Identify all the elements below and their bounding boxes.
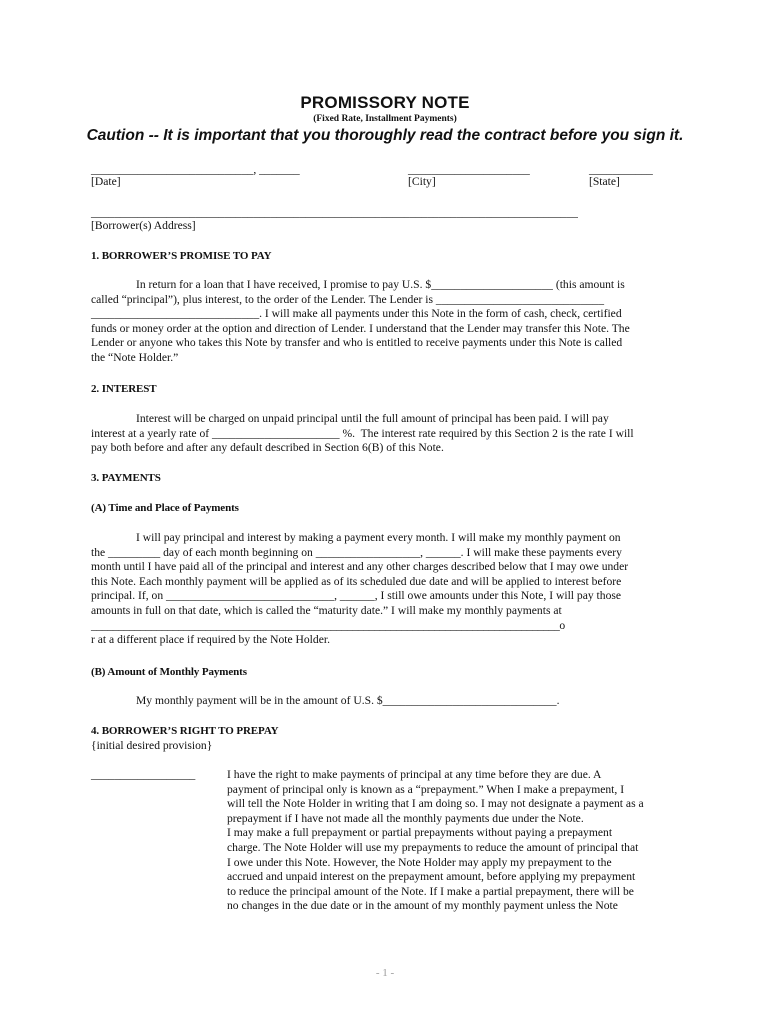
section-3a-line: ______________________________________________________________________________________o: [91, 618, 565, 632]
section-4-line: I owe under this Note. However, the Note Holder may apply my prepayment to the: [227, 855, 612, 869]
section-4-line: will tell the Note Holder in writing that I am doing so. I may not designate a payment as a: [227, 797, 644, 811]
state-field-blank[interactable]: ___________: [589, 163, 653, 176]
section-3a-line: amounts in full on that date, which is called the “maturity date.” I will make my monthly payments at: [91, 603, 562, 617]
caution-notice: Caution -- It is important that you thoroughly read the contract before you sign it.: [86, 127, 684, 144]
section-3b-line: My monthly payment will be in the amount of U.S. $______________________________.: [136, 694, 560, 707]
section-4-line: I may make a full prepayment or partial prepayments without paying a prepayment: [227, 826, 613, 840]
section-2-line: Interest will be charged on unpaid principal until the full amount of principal has been paid. I will pay: [136, 412, 609, 425]
borrower-address-label: [Borrower(s) Address]: [91, 219, 196, 232]
document-title: PROMISSORY NOTE: [300, 93, 470, 112]
section-4-line: accrued and unpaid interest on the prepayment amount, before applying my prepayment: [227, 870, 636, 884]
section-2-paragraph: [91, 412, 691, 456]
state-label: [State]: [589, 175, 620, 188]
section-1-heading: 1. BORROWER’S PROMISE TO PAY: [91, 250, 272, 262]
section-1-line: the “Note Holder.”: [91, 350, 179, 364]
section-3a-subheading: (A) Time and Place of Payments: [91, 502, 239, 514]
page-number: - 1 -: [375, 967, 395, 979]
city-label: [City]: [408, 175, 436, 188]
section-2-heading: 2. INTEREST: [91, 383, 157, 395]
section-3a-line: month until I have paid all of the principal and interest and any other charges described below that I may owe under: [91, 560, 629, 574]
section-3b-subheading: (B) Amount of Monthly Payments: [91, 666, 247, 678]
section-4-note: {initial desired provision}: [91, 739, 213, 752]
section-1-line: funds or money order at the option and direction of Lender. I understand that the Lender may transfer this Note. The: [91, 321, 630, 335]
section-3a-line: r at a different place if required by the Note Holder.: [91, 633, 330, 647]
city-field-blank[interactable]: _____________________: [408, 163, 530, 176]
section-4-line: I have the right to make payments of principal at any time before they are due. A: [227, 768, 602, 781]
document-subtitle: (Fixed Rate, Installment Payments): [313, 114, 457, 124]
section-4-paragraph: [227, 768, 687, 914]
section-1-line: In return for a loan that I have received, I promise to pay U.S. $_____________________ (this amount is: [136, 278, 625, 291]
section-2-line: pay both before and after any default described in Section 6(B) of this Note.: [91, 441, 444, 455]
section-4-line: no changes in the due date or in the amount of my monthly payment unless the Note: [227, 899, 618, 913]
date-label: [Date]: [91, 175, 121, 188]
section-4-heading: 4. BORROWER’S RIGHT TO PREPAY: [91, 725, 279, 737]
section-3a-paragraph: [91, 531, 731, 648]
section-1-line: called “principal”), plus interest, to the order of the Lender. The Lender is _____________________________: [91, 292, 605, 306]
section-2-line: interest at a yearly rate of ______________________ %. The interest rate required by this Section 2 is the rate I will: [91, 426, 634, 440]
section-3a-line: principal. If, on _____________________________, ______, I still owe amounts under this Note, I will pay those: [91, 589, 622, 603]
prepay-initial-blank[interactable]: __________________: [91, 768, 196, 781]
section-1-paragraph: [91, 278, 691, 366]
section-1-line: Lender or anyone who takes this Note by transfer and who is entitled to receive payments under this Note is called: [91, 336, 623, 350]
section-3a-line: this Note. Each monthly payment will be applied as of its scheduled due date and will be applied to interest before: [91, 574, 622, 588]
section-4-line: payment of principal only is known as a “prepayment.” When I make a prepayment, I: [227, 782, 625, 796]
borrower-address-blank[interactable]: ____________________________________________________________________________________: [91, 206, 578, 219]
section-4-line: to reduce the principal amount of the Note. If I make a partial prepayment, there will be: [227, 884, 634, 898]
section-4-line: charge. The Note Holder will use my prepayments to reduce the amount of principal that: [227, 840, 639, 854]
section-3a-line: the _________ day of each month beginning on __________________, ______. I will make these payments every: [91, 545, 622, 559]
date-field-blank[interactable]: ____________________________, _______: [91, 163, 300, 176]
section-1-line: _____________________________. I will make all payments under this Note in the form of cash, check, certified: [91, 307, 622, 321]
section-3-heading: 3. PAYMENTS: [91, 472, 161, 484]
section-3a-line: I will pay principal and interest by making a payment every month. I will make my monthly payment on: [136, 531, 621, 544]
section-4-line: prepayment if I have not made all the monthly payments due under the Note.: [227, 811, 584, 825]
